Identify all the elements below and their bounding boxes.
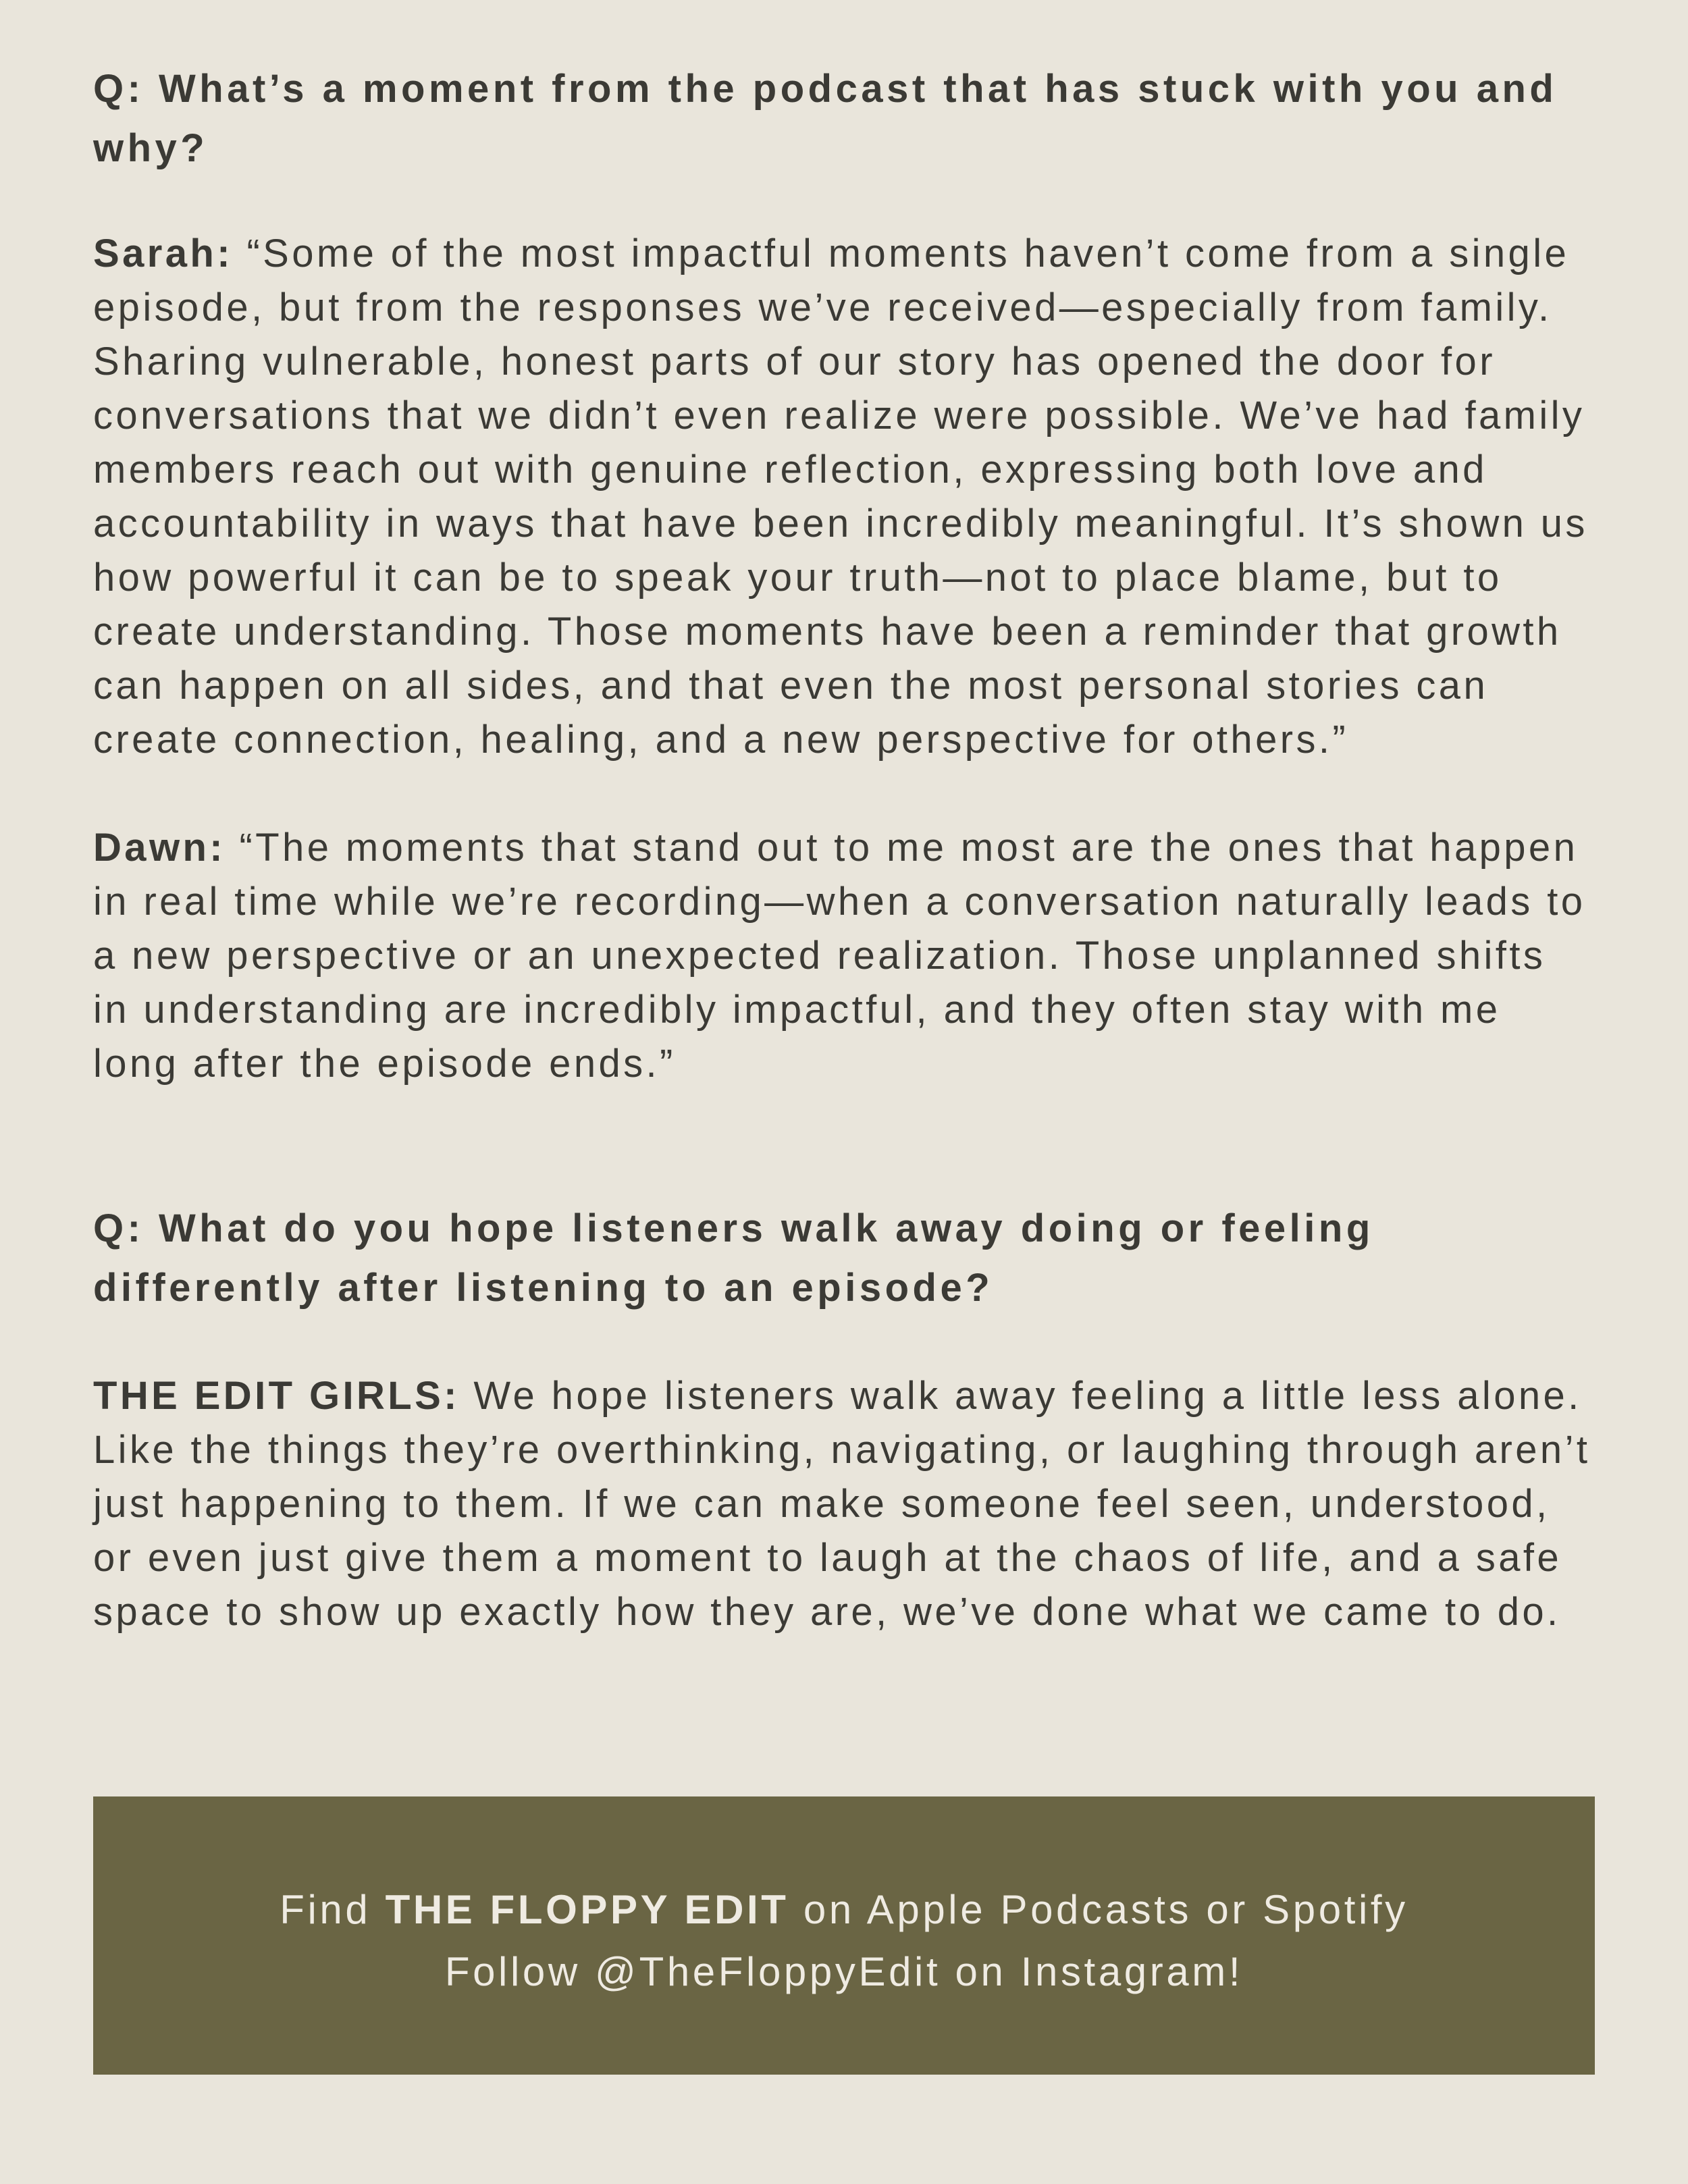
podcast-brand-name: THE FLOPPY EDIT [385,1887,789,1932]
article-body [93,59,1595,1639]
answer-edit-girls [93,1369,1595,1639]
speaker-name: THE EDIT GIRLS: [93,1374,460,1418]
promo-line-listen [93,1879,1595,1941]
speaker-name: Sarah: [93,232,233,275]
answer-dawn [93,821,1595,1091]
answer-text: “Some of the most impactful moments haven’t come from a single episode, but from the responses we’ve received—especially from family. Sharing vulnerable, honest parts of our story has opened the door for conversations that we didn’t even realize were possible. We’ve had family members reach out with genuine reflection, expressing both love and accountability in ways that have been incredibly meaningful. It’s shown us how powerful it can be to speak your truth—not to place blame, but to create understanding. Those moments have been a reminder that growth can happen on all sides, and that even the most personal stories can create connection, healing, and a new perspective for others.” [93,232,1588,762]
promo-platforms-text: on Apple Podcasts or Spotify [803,1887,1408,1932]
answer-text: We hope listeners walk away feeling a little less alone. Like the things they’re overthinking, navigating, or laughing through aren’t just happening to them. If we can make someone feel seen, understood, or even just give them a moment to laugh at the chaos of life, and a safe space to show up exactly how they are, we’ve done what we came to do. [93,1374,1591,1634]
promo-banner [93,1796,1595,2075]
promo-line-follow: Follow @TheFloppyEdit on Instagram! [444,1949,1244,1994]
promo-find-text: Find [280,1887,371,1932]
question-2: Q: What do you hope listeners walk away doing or feeling differently after listening to an episode? [93,1206,1374,1310]
answer-text: “The moments that stand out to me most are the ones that happen in real time while we’re recording—when a conversation naturally leads to a new perspective or an unexpected realization. Those unplanned shifts in understanding are incredibly impactful, and they often stay with me long after the episode ends.” [93,826,1586,1086]
question-1: Q: What’s a moment from the podcast that has stuck with you and why? [93,67,1558,170]
speaker-name: Dawn: [93,826,226,870]
answer-sarah [93,227,1595,767]
